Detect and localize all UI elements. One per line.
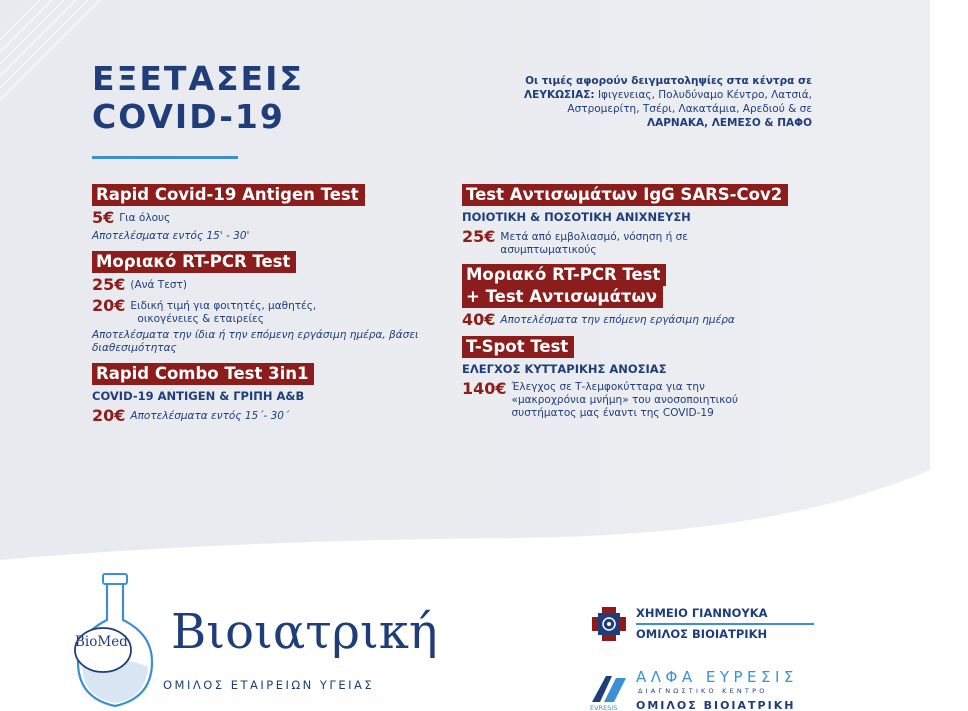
test-title-line-2: + Test Αντισωμάτων [462,286,663,308]
chemeio-name: ΧΗΜΕΙΟ ΓΙΑΝΝΟΥΚΑ [636,606,768,620]
test-title: Test Αντισωμάτων IgG SARS-Cov2 [462,184,788,206]
test-title: Rapid Combo Test 3in1 [92,363,314,385]
right-column [462,184,822,427]
price: 140€ [462,379,507,398]
chemeio-group: ΟΜΙΛΟΣ ΒΙΟΙΑΤΡΙΚΗ [636,627,768,641]
test-rapid-antigen [92,184,442,244]
title-underline [92,156,238,159]
results-note: Αποτελέσματα την ίδια ή την επόμενη εργάσιμη ημέρα, βάσει διαθεσιμότητας [92,328,419,354]
price-description: Αποτελέσματα εντός 15΄- 30΄ [130,409,290,422]
price-description: Έλεγχος σε Τ-λεμφοκύτταρα για την «μακροχρόνια μνήμη» του ανοσοποιητικού συστήματος μας έναντι της COVID-19 [511,381,738,419]
page-title [92,60,304,136]
brand-tagline: ΟΜΙΛΟΣ ΕΤΑΙΡΕΙΩΝ ΥΓΕΙΑΣ [163,678,375,692]
brand-name: Βιοιατρική [171,604,438,660]
test-title: Rapid Covid-19 Antigen Test [92,184,365,206]
price-description: (Ανά Τεστ) [130,278,187,291]
locations-cities-2: ΛΑΡΝΑΚΑ, ΛΕΜΕΣΟ & ΠΑΦΟ [646,117,812,129]
alfa-subtitle: ΔΙΑΓΝΩΣΤΙΚΟ ΚΕΝΤΡΟ [638,687,768,695]
test-pcr-plus-antibodies [462,264,822,329]
test-subtitle: COVID-19 ANTIGEN & ΓΡΙΠΗ Α&Β [92,388,305,403]
discount-description: Ειδική τιμή για φοιτητές, μαθητές, οικογένειες & εταιρείες [130,299,317,325]
price-description: Για όλους [119,212,171,224]
test-antibodies [462,184,822,257]
title-line-2: COVID-19 [92,97,285,136]
chemeio-divider [636,623,814,625]
price-description: Αποτελέσματα την επόμενη εργάσιμη ημέρα [500,314,735,326]
title-line-1: ΕΞΕΤΑΣΕΙΣ [92,59,304,98]
test-combo [92,363,442,425]
price: 25€ [92,274,126,294]
test-subtitle: ΕΛΕΓΧΟΣ ΚΥΤΤΑΡΙΚΗΣ ΑΝΟΣΙΑΣ [462,362,667,376]
test-title: Μοριακό RT-PCR Test [92,251,296,273]
test-title: T-Spot Test [462,336,574,358]
alfa-group: ΟΜΙΛΟΣ ΒΙΟΙΑΤΡΙΚΗ [636,699,796,711]
test-tspot [462,336,822,420]
left-column [92,184,442,432]
locations-places-2: Αστρομερίτη, Τσέρι, Λακατάμια, Αρεδιού & σε [567,103,812,115]
test-title-line-1: Μοριακό RT-PCR Test [462,264,666,286]
price: 5€ [92,208,115,227]
test-subtitle: ΠΟΙΟΤΙΚΗ & ΠΟΣΟΤΙΚΗ ΑΝΙΧΝΕΥΣΗ [462,210,691,224]
alfa-evresis-icon [590,666,630,711]
price: 20€ [92,405,126,425]
price: 25€ [462,227,496,246]
svg-text:EVRESIS: EVRESIS [590,704,618,711]
locations-city-nicosia: ΛΕΥΚΩΣΙΑΣ: [524,89,595,101]
bioiatriki-logo [70,572,450,711]
test-rt-pcr [92,251,442,356]
results-note: Αποτελέσματα εντός 15' - 30' [92,230,250,242]
alfa-name: ΑΛΦΑ ΕΥΡΕΣΙΣ [636,668,798,686]
chemeio-giannouka-logo [590,605,830,651]
price-description: Μετά από εμβολιασμό, νόσηση ή σε ασυμπτωματικούς [500,231,688,256]
locations-lead: Οι τιμές αφορούν δειγματοληψίες στα κέντρα σε [525,75,812,87]
locations-places: Ιφιγενειας, Πολυδύναμο Κέντρο, Λατσιά, [597,89,812,101]
price: 40€ [462,310,496,329]
biomed-badge-text: BioMed [75,634,128,650]
medical-cross-icon [590,605,628,643]
locations-note [412,74,812,130]
price-discount: 20€ [92,295,126,315]
alfa-evresis-logo [590,666,830,711]
